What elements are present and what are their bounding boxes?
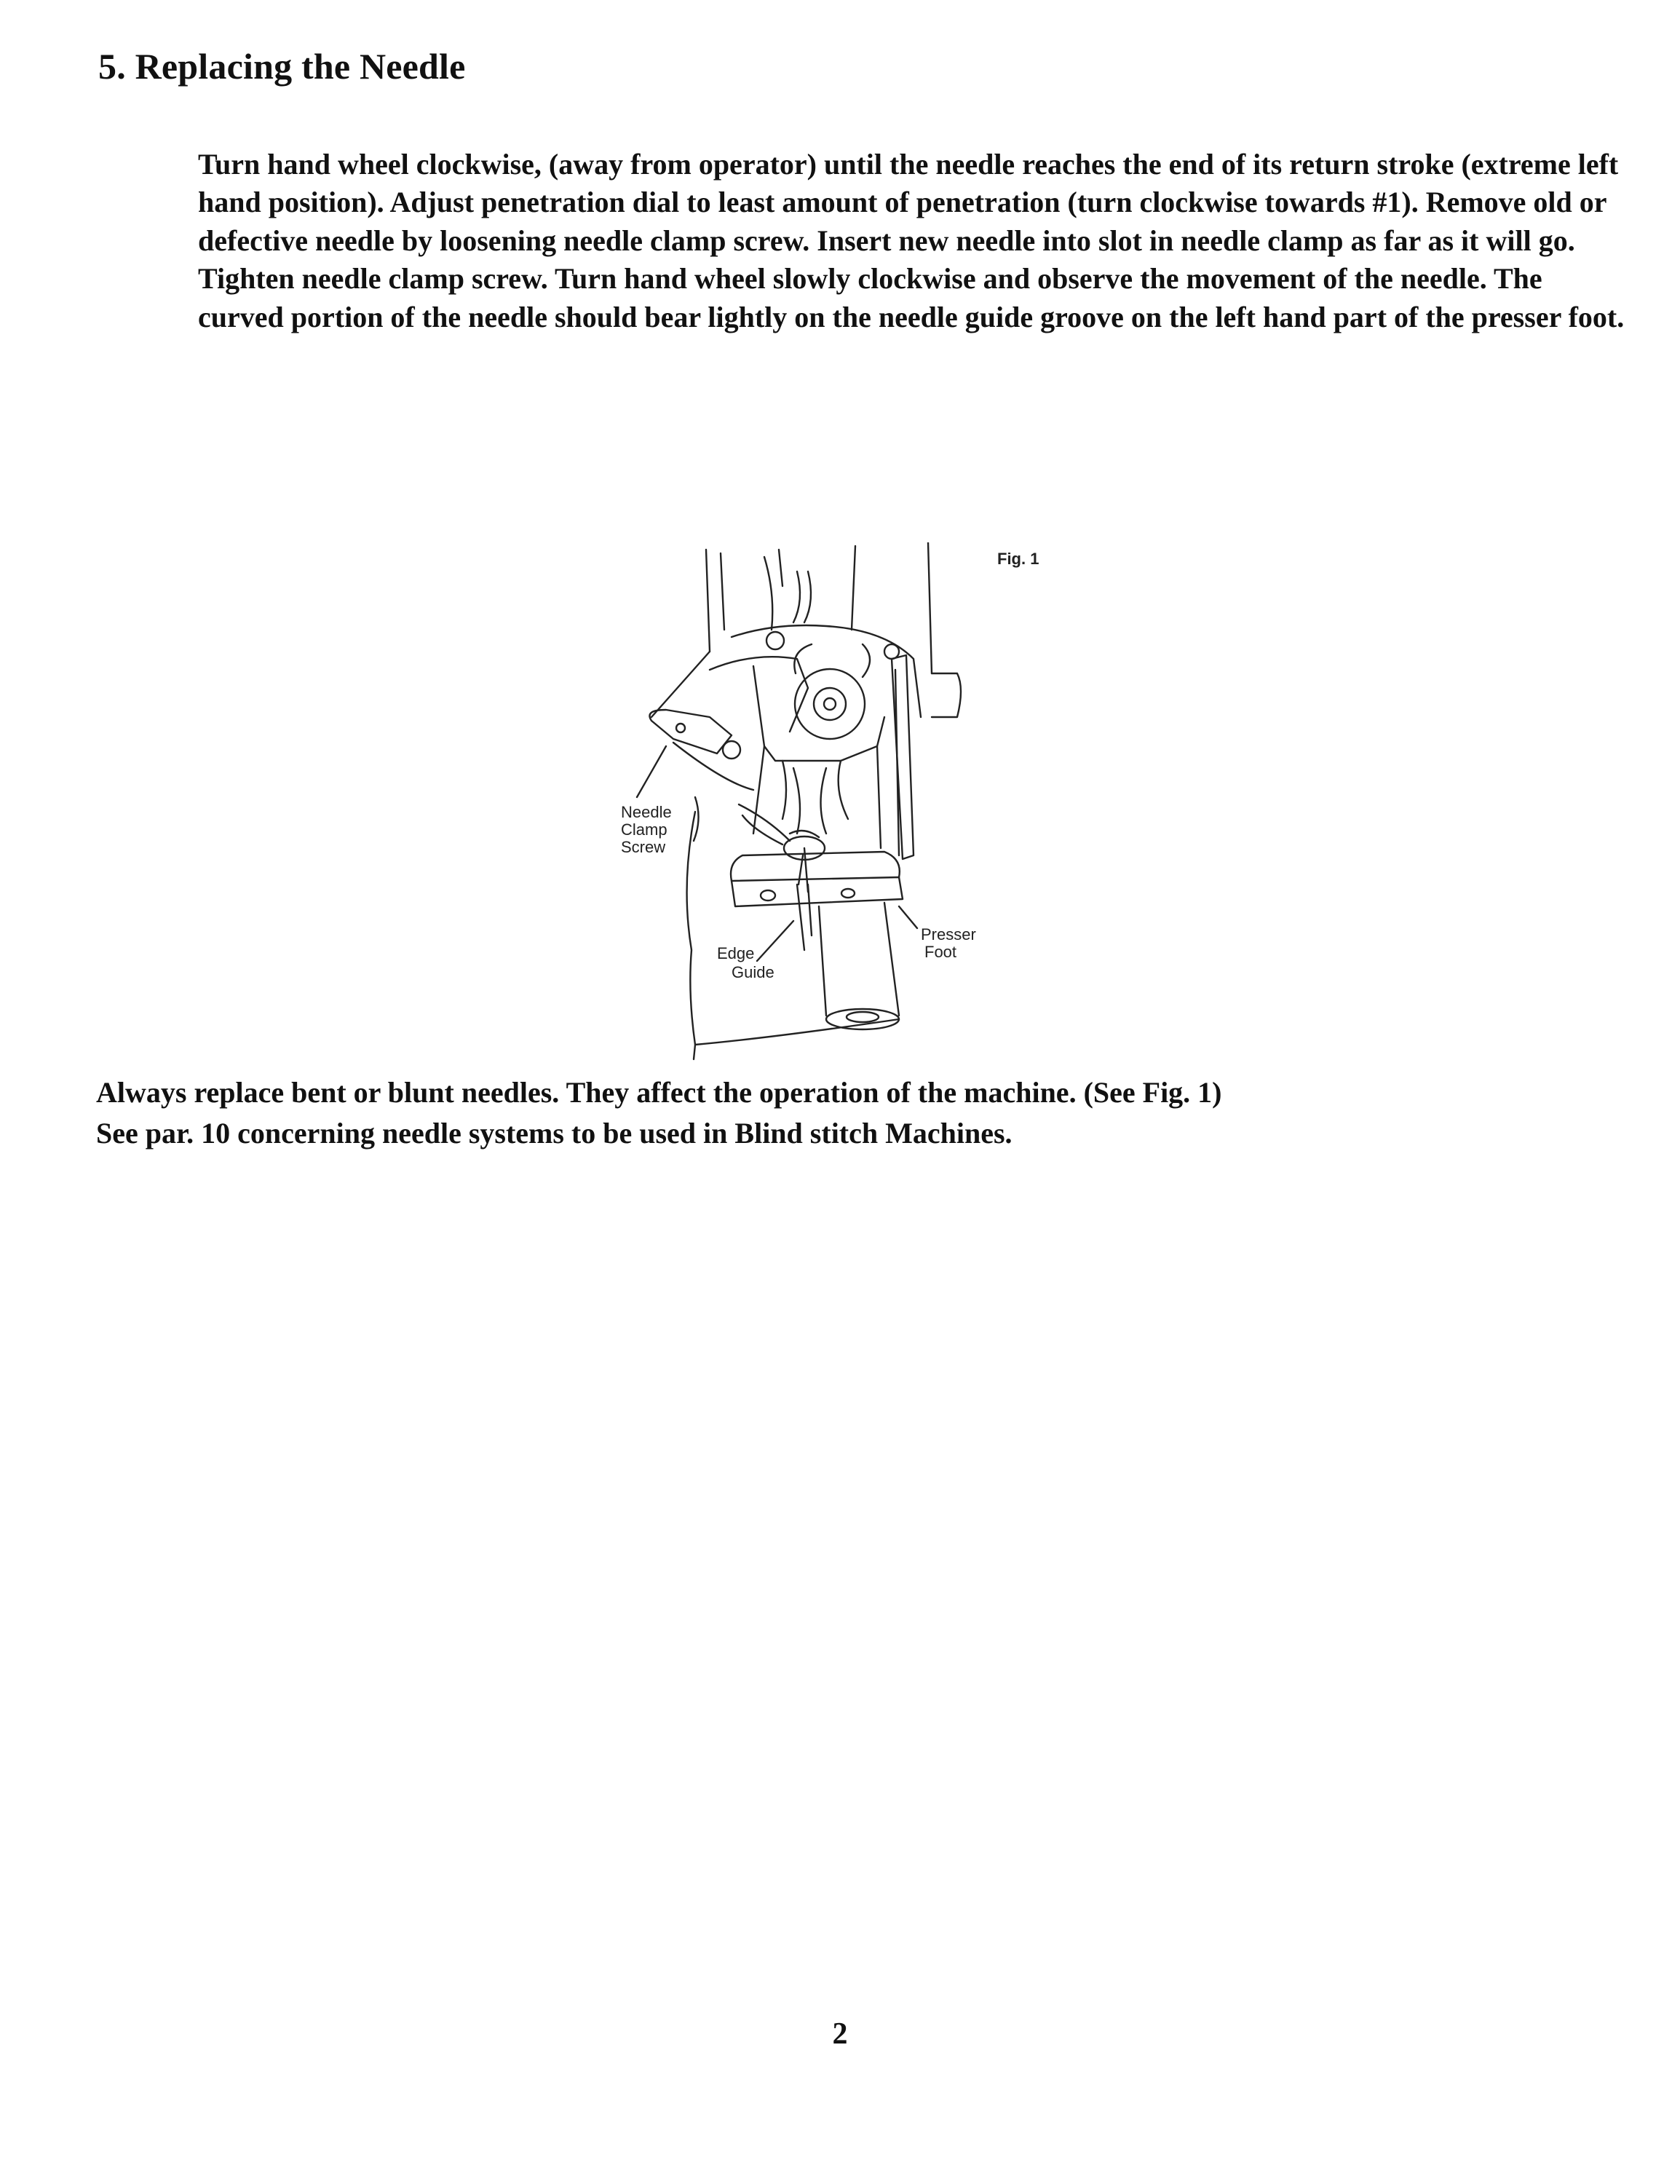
note-line-2: See par. 10 concerning needle systems to be used in Blind stitch Machines. bbox=[96, 1117, 1013, 1150]
callout-presser-foot-line-2: Foot bbox=[924, 943, 957, 961]
note-line-1: Always replace bent or blunt needles. They affect the operation of the machine. (See Fig. 1) bbox=[96, 1076, 1222, 1109]
callout-edge-guide-line-2: Guide bbox=[732, 963, 774, 981]
callout-presser-foot-line-1: Presser bbox=[921, 925, 976, 943]
machine-illustration bbox=[608, 542, 1074, 1067]
callout-edge-guide-line-1: Edge bbox=[717, 944, 755, 962]
section-heading: 5. Replacing the Needle bbox=[98, 46, 466, 87]
callout-needle-clamp-screw-line-1: Needle bbox=[621, 803, 672, 821]
needle-figure bbox=[608, 542, 1074, 1067]
figure-label: Fig. 1 bbox=[997, 550, 1039, 568]
replacement-note bbox=[96, 1072, 1625, 1154]
callout-needle-clamp-screw-line-2: Clamp bbox=[621, 820, 667, 839]
callout-needle-clamp-screw-line-3: Screw bbox=[621, 838, 666, 856]
page-number: 2 bbox=[832, 2017, 848, 2051]
instructions-paragraph: Turn hand wheel clockwise, (away from operator) until the needle reaches the end of its return stroke (extreme left hand position). Adjust penetration dial to least amount of penetration (turn clockwise towards #1). Remove old or defective needle by loosening needle clamp screw. Insert new needle into slot in needle clamp as far as it will go. Tighten needle clamp screw. Turn hand wheel slowly clockwise and observe the movement of the needle. The curved portion of the needle should bear lightly on the needle guide groove on the left hand part of the presser foot. bbox=[198, 148, 1625, 333]
